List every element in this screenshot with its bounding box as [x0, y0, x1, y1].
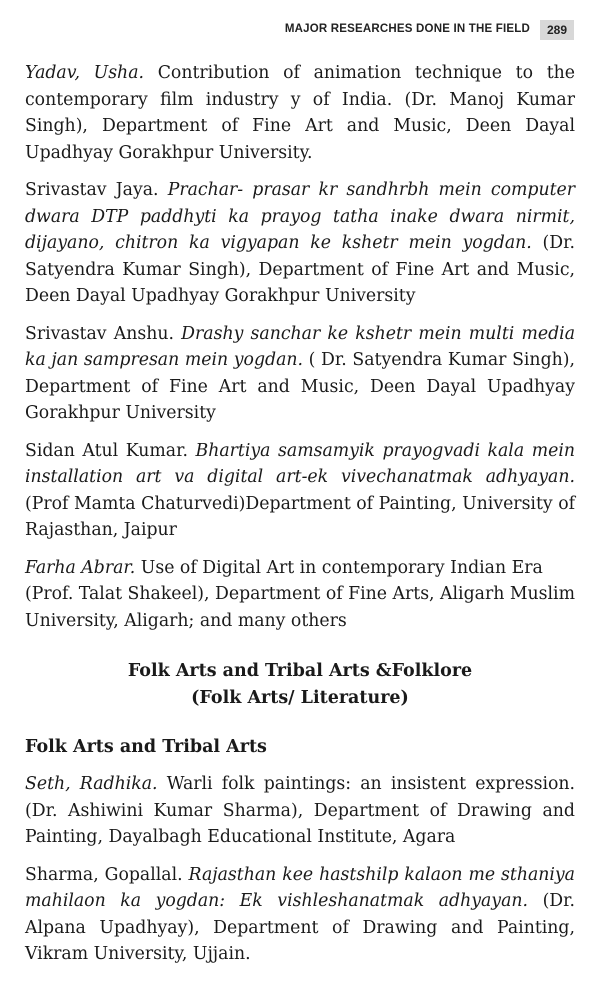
entry-title: Rajasthan kee hastshilp kalaon me sthaniya mahilaon ka yogdan: Ek vishleshanatmak adhyayan. [25, 864, 575, 911]
entry-details: ( Dr. Satyendra Kumar Singh), Department of Fine Art and Music, Deen Dayal Upadhyay Gorakhpur University [25, 350, 575, 423]
entry-details: (Dr. Ashiwini Kumar Sharma), Department of Drawing and Painting, Dayalbagh Educational Institute, Agara [25, 800, 575, 847]
bibliography-entry [25, 60, 575, 166]
entry-details: (Dr. Alpana Upadhyay), Department of Drawing and Painting, Vikram University, Ujjain. [25, 891, 576, 964]
entry-author: Srivastav Jaya. [25, 180, 159, 200]
entry-title: Bhartiya samsamyik prayogvadi kala mein installation art va digital art-ek vivechanatmak adhyayan. [25, 440, 575, 487]
bibliography-entry [25, 438, 575, 544]
bibliography-entry [25, 555, 575, 635]
entry-title: Prachar- prasar kr sandhrbh mein computer dwara DTP paddhyti ka prayog tatha inake dwara nirmit, dijayano, chitron ka vigyapan ke kshetr mein yogdan. [25, 180, 576, 253]
bibliography-entry [25, 321, 575, 427]
section-heading-subline: (Folk Arts/ Literature) [191, 688, 409, 708]
running-head-title: MAJOR RESEARCHES DONE IN THE FIELD [284, 23, 530, 35]
entry-author: Sidan Atul Kumar. [25, 440, 188, 461]
entry-title: Contribution of animation technique to the contemporary film industry y of India. [25, 63, 575, 110]
bibliography-entry [25, 862, 575, 968]
entry-details: (Prof. Talat Shakeel), Department of Fine Arts, Aligarh Muslim University, Aligarh; and many others [25, 584, 575, 631]
section-heading [25, 658, 575, 712]
entry-author: Farha Abrar. [25, 557, 136, 578]
entry-details: (Dr. Satyendra Kumar Singh), Department of Fine Art and Music, Deen Dayal Upadhyay Gorakhpur University [25, 233, 575, 306]
page-content [25, 60, 575, 979]
entry-author: Seth, Radhika. [25, 774, 158, 794]
bibliography-entry [25, 177, 575, 310]
entry-title: Warli folk paintings: an insistent expression. [166, 774, 576, 794]
entry-author: Sharma, Gopallal. [25, 864, 183, 885]
section-heading-line: Folk Arts and Tribal Arts &Folklore [127, 661, 473, 681]
page-number: 289 [540, 20, 574, 40]
running-head [0, 22, 600, 42]
entry-author: Yadav, Usha. [25, 63, 144, 83]
entry-author: Srivastav Anshu. [25, 323, 174, 344]
bibliography-entry [25, 771, 575, 851]
entry-title: Use of Digital Art in contemporary Indian Era [140, 557, 543, 578]
entry-details: (Dr. Manoj Kumar Singh), Department of Fine Art and Music, Deen Dayal Upadhyay Gorakhpur University. [25, 89, 575, 163]
entry-title: Drashy sanchar ke kshetr mein multi media ka jan sampresan mein yogdan. [25, 323, 575, 370]
entry-details: (Prof Mamta Chaturvedi)Department of Painting, University of Rajasthan, Jaipur [25, 493, 575, 540]
subsection-heading: Folk Arts and Tribal Arts [25, 737, 267, 757]
